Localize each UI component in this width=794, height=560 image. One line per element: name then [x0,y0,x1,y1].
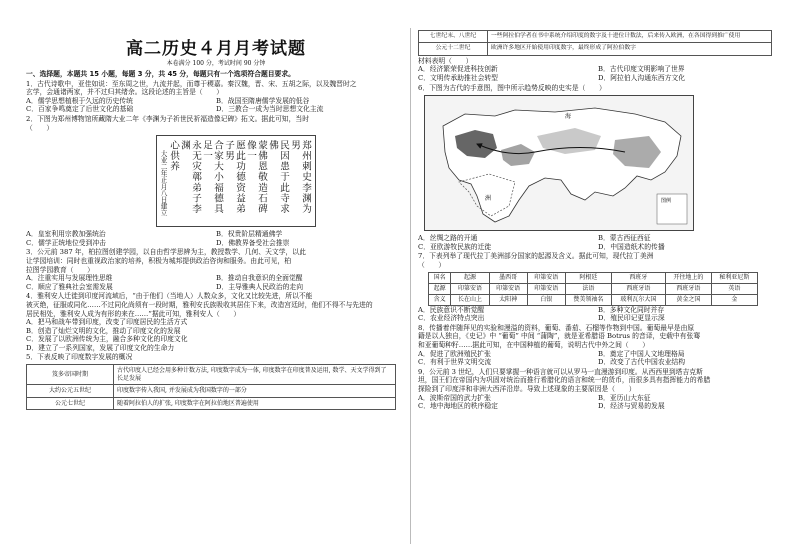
question-4 [26,292,406,352]
table-row [27,397,396,410]
table-cell: 印度数字传入我国, 并发展成为我国数字的一部分 [114,385,396,398]
question-7 [418,252,778,322]
question-9 [418,368,778,411]
option-a[interactable]: A．促进了欧洲殖民扩张 [418,349,491,358]
table-cell: 起源 [451,272,489,283]
question-text: 5．下表反映了印度数字发展的概况 [26,353,133,362]
option-a[interactable]: A．经济繁荣促进科技创新 [418,65,498,74]
stele-column: 合家大小福德具足一 [201,140,223,215]
section-heading: 一、选择题，本题共 15 小题，每题 3 分，共 45 分，每题只有一个选项符合题目要求。 [26,70,295,78]
question-text: 4．雅利安人迁徙到印度河流域后，“由于他们（当地人）人数众多，文化又比较先进，所以不能 [26,292,313,301]
option-d[interactable]: D．殖民印记更显示深 [598,314,665,323]
map-legend-title: 图例 [661,198,672,205]
question-text: 1．古代诗歌中，亚佳如说：至东周之世，九流并起，而尊于稷嘉。秦汉魏，晋、宋、五胡之际，以及魏晋时之 [26,79,357,88]
option-d[interactable]: D．阿拉伯人沟通东西方文化 [598,74,686,82]
table-cell: 一些阿拉伯学者在书中系统介绍印度的数字及十进位计数法，后来传入欧洲，在各国得到推广使用 [488,31,772,43]
table-cell: 印第安语 [527,272,565,283]
map-sea-label: 海 [565,113,572,121]
stele-column: 心供养 [168,140,179,172]
stele-column: 郑州刺史李渊为男 [289,140,311,215]
table-cell: 欧洲许多地区开始使用印度数字，最终形成了阿拉伯数字 [488,43,772,55]
table-row [429,272,758,283]
question-text: 6．下图为古代的手意图，图中所示趋势反映的史实是（ ） [418,83,606,92]
table-cell: 印第安语 [527,283,565,294]
table-cell: 随着阿拉伯人的扩张, 印度数字在阿拉伯地区普遍使用 [114,397,396,410]
table-row [429,283,758,294]
option-c[interactable]: C．有利于世界文明交流 [418,358,492,367]
option-a[interactable]: A．民族意识不断觉醒 [418,305,485,314]
table-cell: 玻利瓦尔大国 [611,294,665,305]
question-text: （ ） [418,260,446,269]
table-cell: 大约公元五世纪 [27,385,114,398]
table-cell: 印第安语 [489,283,527,294]
option-d[interactable]: D．三教合一成为当时思想文化主流 [216,105,324,114]
question-1 [26,80,406,114]
option-d[interactable]: D．改变了古代中国农业结构 [598,358,686,367]
option-d[interactable]: D．中国造纸术的传播 [598,242,665,251]
stele-date: 大业二年正月八日建立 [159,150,167,217]
table-cell: 墨西哥 [489,272,527,283]
table-cell: 公元七世纪 [27,397,114,410]
option-a[interactable]: A．儒学思想植根于久远的历史传统 [26,96,133,105]
question-text: 2．下图为郑州博物馆所藏隋大业二年《李渊为子祈世民祈福造像记碑》拓文。据此可知，当时 [26,114,309,123]
option-a[interactable]: A．皇室利用宗教加强统治 [26,230,106,239]
option-b[interactable]: B．推动自我意识的全面觉醒 [216,274,303,283]
option-c[interactable]: C．发展了以欧洲传统为主，融合多种文化的印度文化 [26,335,188,344]
table-cell: 印第安语 [451,283,489,294]
exam-info: 本卷满分 100 分，考试时间 90 分钟 [166,60,266,67]
question-text: 拉图学园教育（ ） [26,265,94,274]
table-row [429,294,758,305]
table-cell: 法语 [565,283,611,294]
right-column [418,26,778,546]
option-c[interactable]: C．文明传承助推社会转型 [418,74,498,82]
question-text: 坦，国王们在帝国内为巩固对统治而推行希腊化的语言和统一的货币，而很多具有指挥能力的希腊 [418,376,711,385]
option-c[interactable]: C．农业经济特点突出 [418,314,485,323]
table-cell: 笈多帝国时期 [27,365,114,385]
table-cell: 赞美领袖名 [565,294,611,305]
table-cell: 国名 [429,272,451,283]
table-cell: 含义 [429,294,451,305]
option-b[interactable]: B．奠定了中国人文地理格局 [598,349,685,358]
question-6 [418,84,778,252]
stele-column: 永无灾鄣弟子李渊 [179,140,201,215]
table-cell: 长在山上 [451,294,489,305]
question-3 [26,248,406,291]
digit-history-table [26,364,396,410]
digit-history-table-continued [418,30,772,56]
stele-rubbing-image [156,135,316,227]
option-a[interactable]: A．把马和战车带到印度，改变了印度居民的生活方式 [26,318,188,327]
question-text: 3．公元前 387 年，柏拉图创建学园，以自由哲学思辨为主，教授数学、几何、天文学，以此 [26,248,306,257]
table-cell: 金 [711,294,757,305]
option-c[interactable]: C．亚欧游牧民族的迁徙 [418,242,492,251]
option-b[interactable]: B．多种文化同时并存 [598,305,665,314]
option-b[interactable]: B．战国至隋唐儒学发展的低谷 [216,96,310,105]
table-row [27,385,396,398]
table-cell: 古代印度人已经会用多种计数方法, 印度数字成为一体, 印度数字在印度普及运用, 数学、天文学得到了长足发展 [114,365,396,385]
left-column [26,26,406,546]
option-c[interactable]: C．儒学正统地位受到冲击 [26,238,106,247]
table-cell: 白银 [527,294,565,305]
table-row [27,365,396,385]
option-c[interactable]: C．地中海地区的秩序稳定 [418,402,498,411]
question-text: 被灭绝，征服或同化……不过同化尚须有一段时期，雅利安氏族吸收其居住下来，改造宫廷时，他们不得不与先进的 [26,300,373,309]
table-cell: 起源 [429,283,451,294]
question-text: 让学园培训：同时也重视政治家的培养，积极为城邦提供政治咨询和服务。由此可见，柏 [26,256,292,265]
table-cell: 太阳神 [489,294,527,305]
option-a[interactable]: A．波斯帝国的武力扩张 [418,393,491,402]
column-divider [410,28,411,544]
table-cell: 秘利亚尼斯 [711,272,757,283]
question-text: 9．公元前 3 世纪，人们只要掌握一种语言就可以从罗马一直漫游到印度。从西西里到塔吉克斯 [418,367,703,376]
question-text: 和亚葡萄种籽……据此可知，在中国种植的葡萄，说明古代中外之间（ ） [418,340,650,349]
question-text: 材料表明（ ） [418,56,473,65]
option-d[interactable]: D．佛教界备受社会推崇 [216,238,290,247]
stele-column: 民因患于此寺求佛 [267,140,289,215]
table-cell: 黄金之国 [665,294,711,305]
stele-column: 蒙佛恩敬造石碑像一 [245,140,267,215]
question-text: 居民相处，雅利安人成为有形的来在……”据此可知，雅利安人（ ） [26,309,241,318]
table-row [419,31,772,43]
option-b[interactable]: B．古代印度文明影响了世界 [598,65,685,74]
historical-map [424,95,694,231]
question-5 [26,353,406,410]
map-continent-label: 洲 [485,195,492,203]
option-c[interactable]: C．顺应了雅典社会室需发展 [26,282,113,291]
table-cell: 七世纪末、八世纪 [419,31,488,43]
table-cell: 英语 [711,283,757,294]
table-cell: 西班牙语 [611,283,665,294]
option-a[interactable]: A．注重实用与发展理性思维 [26,274,113,283]
latin-america-names-table [428,272,758,306]
question-text: 8．传播着伴随拜见的实验和漫溢的资料，葡萄、番茄、石榴等作物到中国。葡萄最早是由原 [418,323,695,332]
question-text: 玄学，会通诸两家，并不过归其绪余。这段论述的主旨是（ ） [26,88,224,97]
question-2 [26,115,406,247]
question-text: 7．下表列举了现代拉丁美洲部分国家的起源及含义。据此可知，现代拉丁美洲 [418,252,654,261]
option-b[interactable]: B．蒙古西征西征 [598,234,651,243]
table-cell: 西班牙 [611,272,665,283]
table-row [419,43,772,55]
question-text: 探险到了印度洋和非洲大西洋沿岸。导致上述现象的主要原因是（ ） [418,384,636,393]
option-b[interactable]: B．创造了灿烂文明的文化，推动了印度文化的发展 [26,326,181,335]
page-title: 高二历史４月月考试题 [126,39,306,59]
option-d[interactable]: D．主导雅典人民政治的走向 [216,282,304,291]
question-8 [418,324,778,367]
stele-column: 愿此功德资益弟子男 [223,140,245,215]
option-b[interactable]: B．亚历山大东征 [598,393,651,402]
table-cell: 开往地上的 [665,272,711,283]
table-cell: 公元十二世纪 [419,43,488,55]
option-a[interactable]: A．丝绸之路的开通 [418,234,478,243]
option-d[interactable]: D．经济与贸易的发展 [598,402,665,411]
option-d[interactable]: D．建立了一系列国家，发展了印度文化的生命力 [26,343,175,352]
question-text: 籍是以人独自，《史记》中 “葡萄” 中间 “蒲陶”，就是亚希腊语 Botrus 的音译，史载中有张骞 [418,332,701,341]
table-cell: 阿根廷 [565,272,611,283]
question-text: （ ） [26,123,54,132]
option-b[interactable]: B．权贵阶层精通佛学 [216,230,283,239]
table-cell: 西班牙语 [665,283,711,294]
option-c[interactable]: C．百家争鸣奠定了后世文化的基础 [26,105,134,114]
